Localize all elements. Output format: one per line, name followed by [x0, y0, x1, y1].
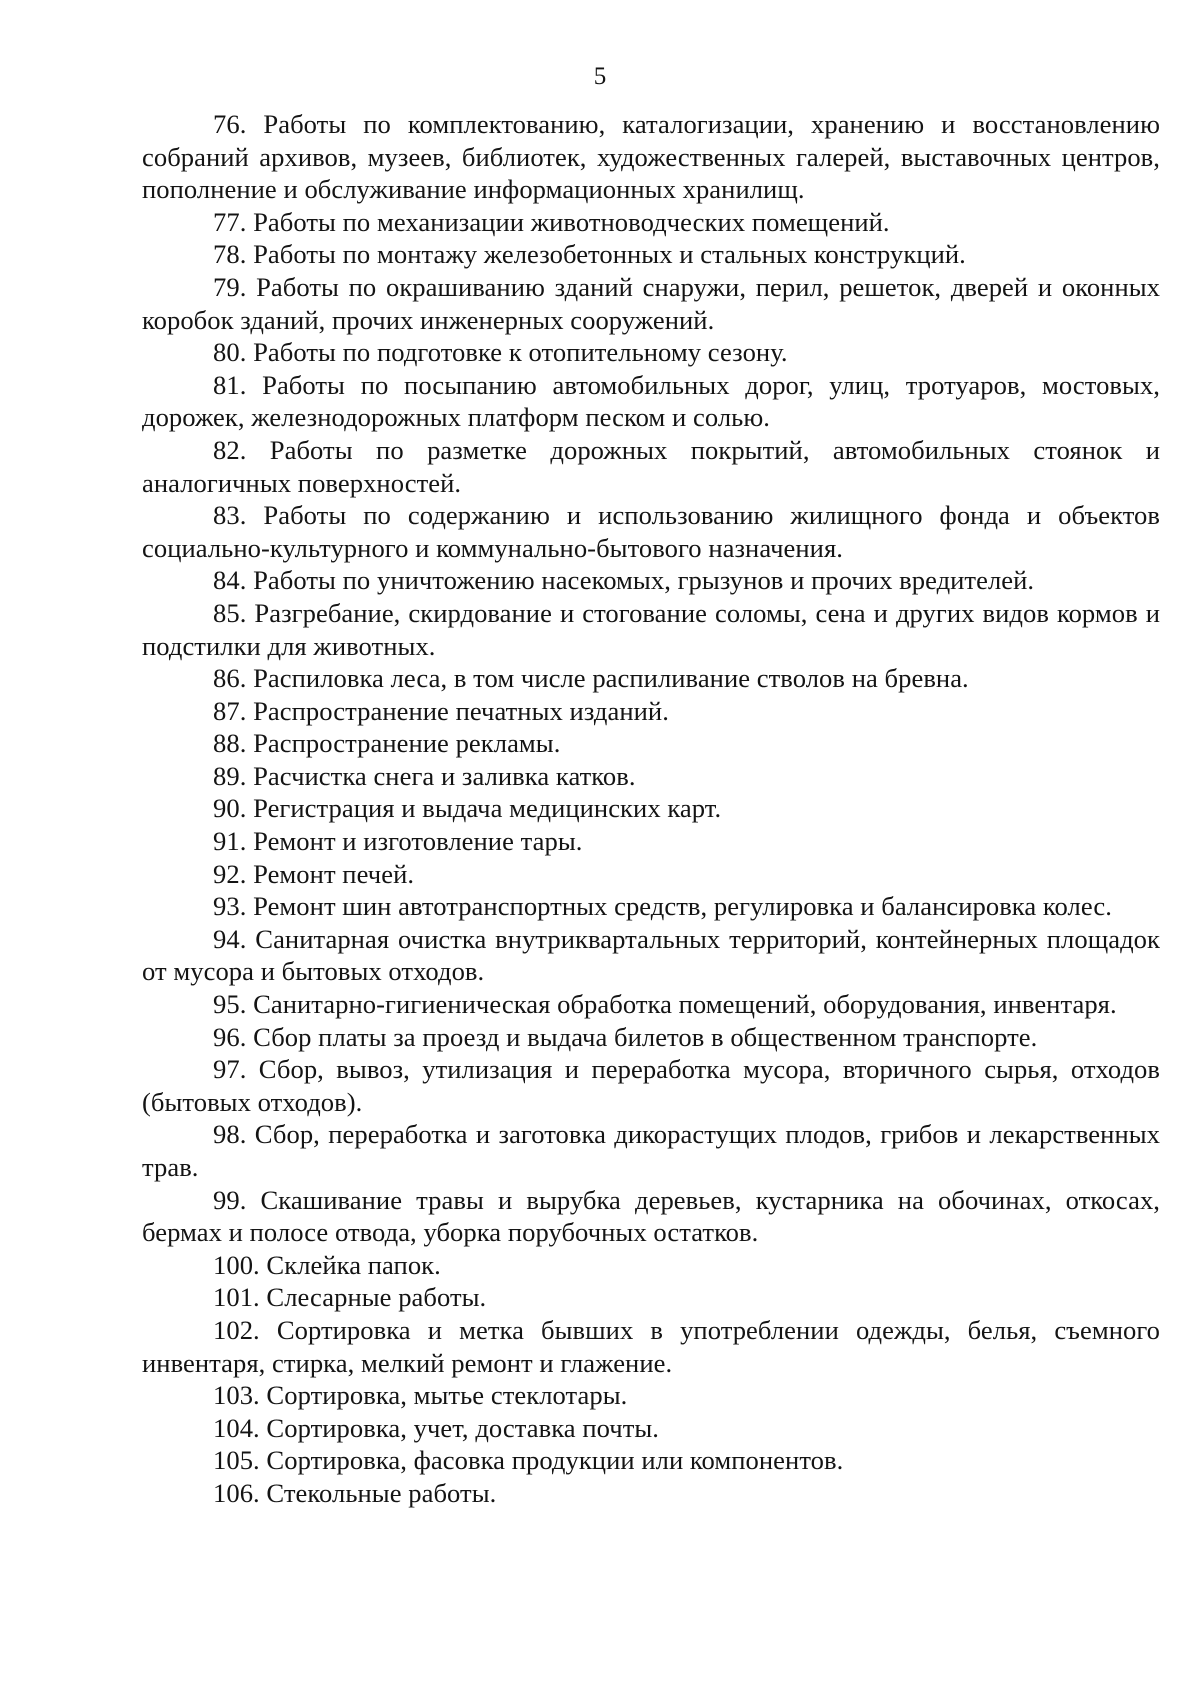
list-item-96: 96. Сбор платы за проезд и выдача билетов в общественном транспорте.	[213, 1021, 1038, 1052]
list-item-93: 93. Ремонт шин автотранспортных средств, регулировка и балансировка колес.	[213, 891, 1112, 922]
list-item-95: 95. Санитарно-гигиеническая обработка помещений, оборудования, инвентаря.	[213, 989, 1117, 1020]
list-item-99: 99. Скашивание травы и вырубка деревьев, кустарника на обочинах, откосах, бермах и полосе отвода, уборка порубочных остатков.	[142, 1184, 1160, 1248]
list-item-94: 94. Санитарная очистка внутриквартальных территорий, контейнерных площадок от мусора и бытовых отходов.	[142, 923, 1160, 987]
list-item-76: 76. Работы по комплектованию, каталогизации, хранению и восстановлению собраний архивов, музеев, библиотек, художественных галерей, выставочных центров, пополнение и обслуживание информационных хранилищ.	[142, 109, 1160, 205]
list-item-84: 84. Работы по уничтожению насекомых, грызунов и прочих вредителей.	[213, 565, 1035, 596]
list-item-103: 103. Сортировка, мытье стеклотары.	[213, 1380, 628, 1411]
list-item-91: 91. Ремонт и изготовление тары.	[213, 826, 583, 857]
list-item-80: 80. Работы по подготовке к отопительному сезону.	[213, 337, 788, 368]
list-item-101: 101. Слесарные работы.	[213, 1282, 487, 1313]
list-item-102: 102. Сортировка и метка бывших в употреблении одежды, белья, съемного инвентаря, стирка, мелкий ремонт и глажение.	[142, 1314, 1160, 1378]
list-item-104: 104. Сортировка, учет, доставка почты.	[213, 1412, 660, 1443]
list-item-86: 86. Распиловка леса, в том числе распиливание стволов на бревна.	[213, 663, 969, 694]
list-item-89: 89. Расчистка снега и заливка катков.	[213, 760, 636, 791]
list-item-79: 79. Работы по окрашиванию зданий снаружи, перил, решеток, дверей и оконных коробок зданий, прочих инженерных сооружений.	[142, 271, 1160, 335]
list-item-78: 78. Работы по монтажу железобетонных и стальных конструкций.	[213, 239, 966, 270]
list-item-88: 88. Распространение рекламы.	[213, 728, 561, 759]
list-item-97: 97. Сбор, вывоз, утилизация и переработка мусора, вторичного сырья, отходов (бытовых отходов).	[142, 1054, 1160, 1117]
numbered-list	[142, 108, 1160, 1510]
list-item-77: 77. Работы по механизации животноводческих помещений.	[213, 206, 890, 237]
list-item-100: 100. Склейка папок.	[213, 1249, 441, 1280]
list-item-106: 106. Стекольные работы.	[213, 1477, 497, 1508]
page-number: 5	[593, 63, 607, 90]
list-item-85: 85. Разгребание, скирдование и стогование соломы, сена и других видов кормов и подстилки для животных.	[142, 597, 1160, 661]
list-item-105: 105. Сортировка, фасовка продукции или компонентов.	[213, 1445, 844, 1476]
list-item-81: 81. Работы по посыпанию автомобильных дорог, улиц, тротуаров, мостовых, дорожек, железнодорожных платформ песком и солью.	[142, 369, 1160, 433]
list-item-90: 90. Регистрация и выдача медицинских карт.	[213, 793, 722, 824]
list-item-82: 82. Работы по разметке дорожных покрытий, автомобильных стоянок и аналогичных поверхностей.	[142, 434, 1160, 498]
list-item-83: 83. Работы по содержанию и использованию жилищного фонда и объектов социально-культурного и коммунально-бытового назначения.	[142, 500, 1160, 563]
list-item-87: 87. Распространение печатных изданий.	[213, 695, 669, 726]
list-item-98: 98. Сбор, переработка и заготовка дикорастущих плодов, грибов и лекарственных трав.	[142, 1119, 1160, 1182]
list-item-92: 92. Ремонт печей.	[213, 858, 415, 889]
